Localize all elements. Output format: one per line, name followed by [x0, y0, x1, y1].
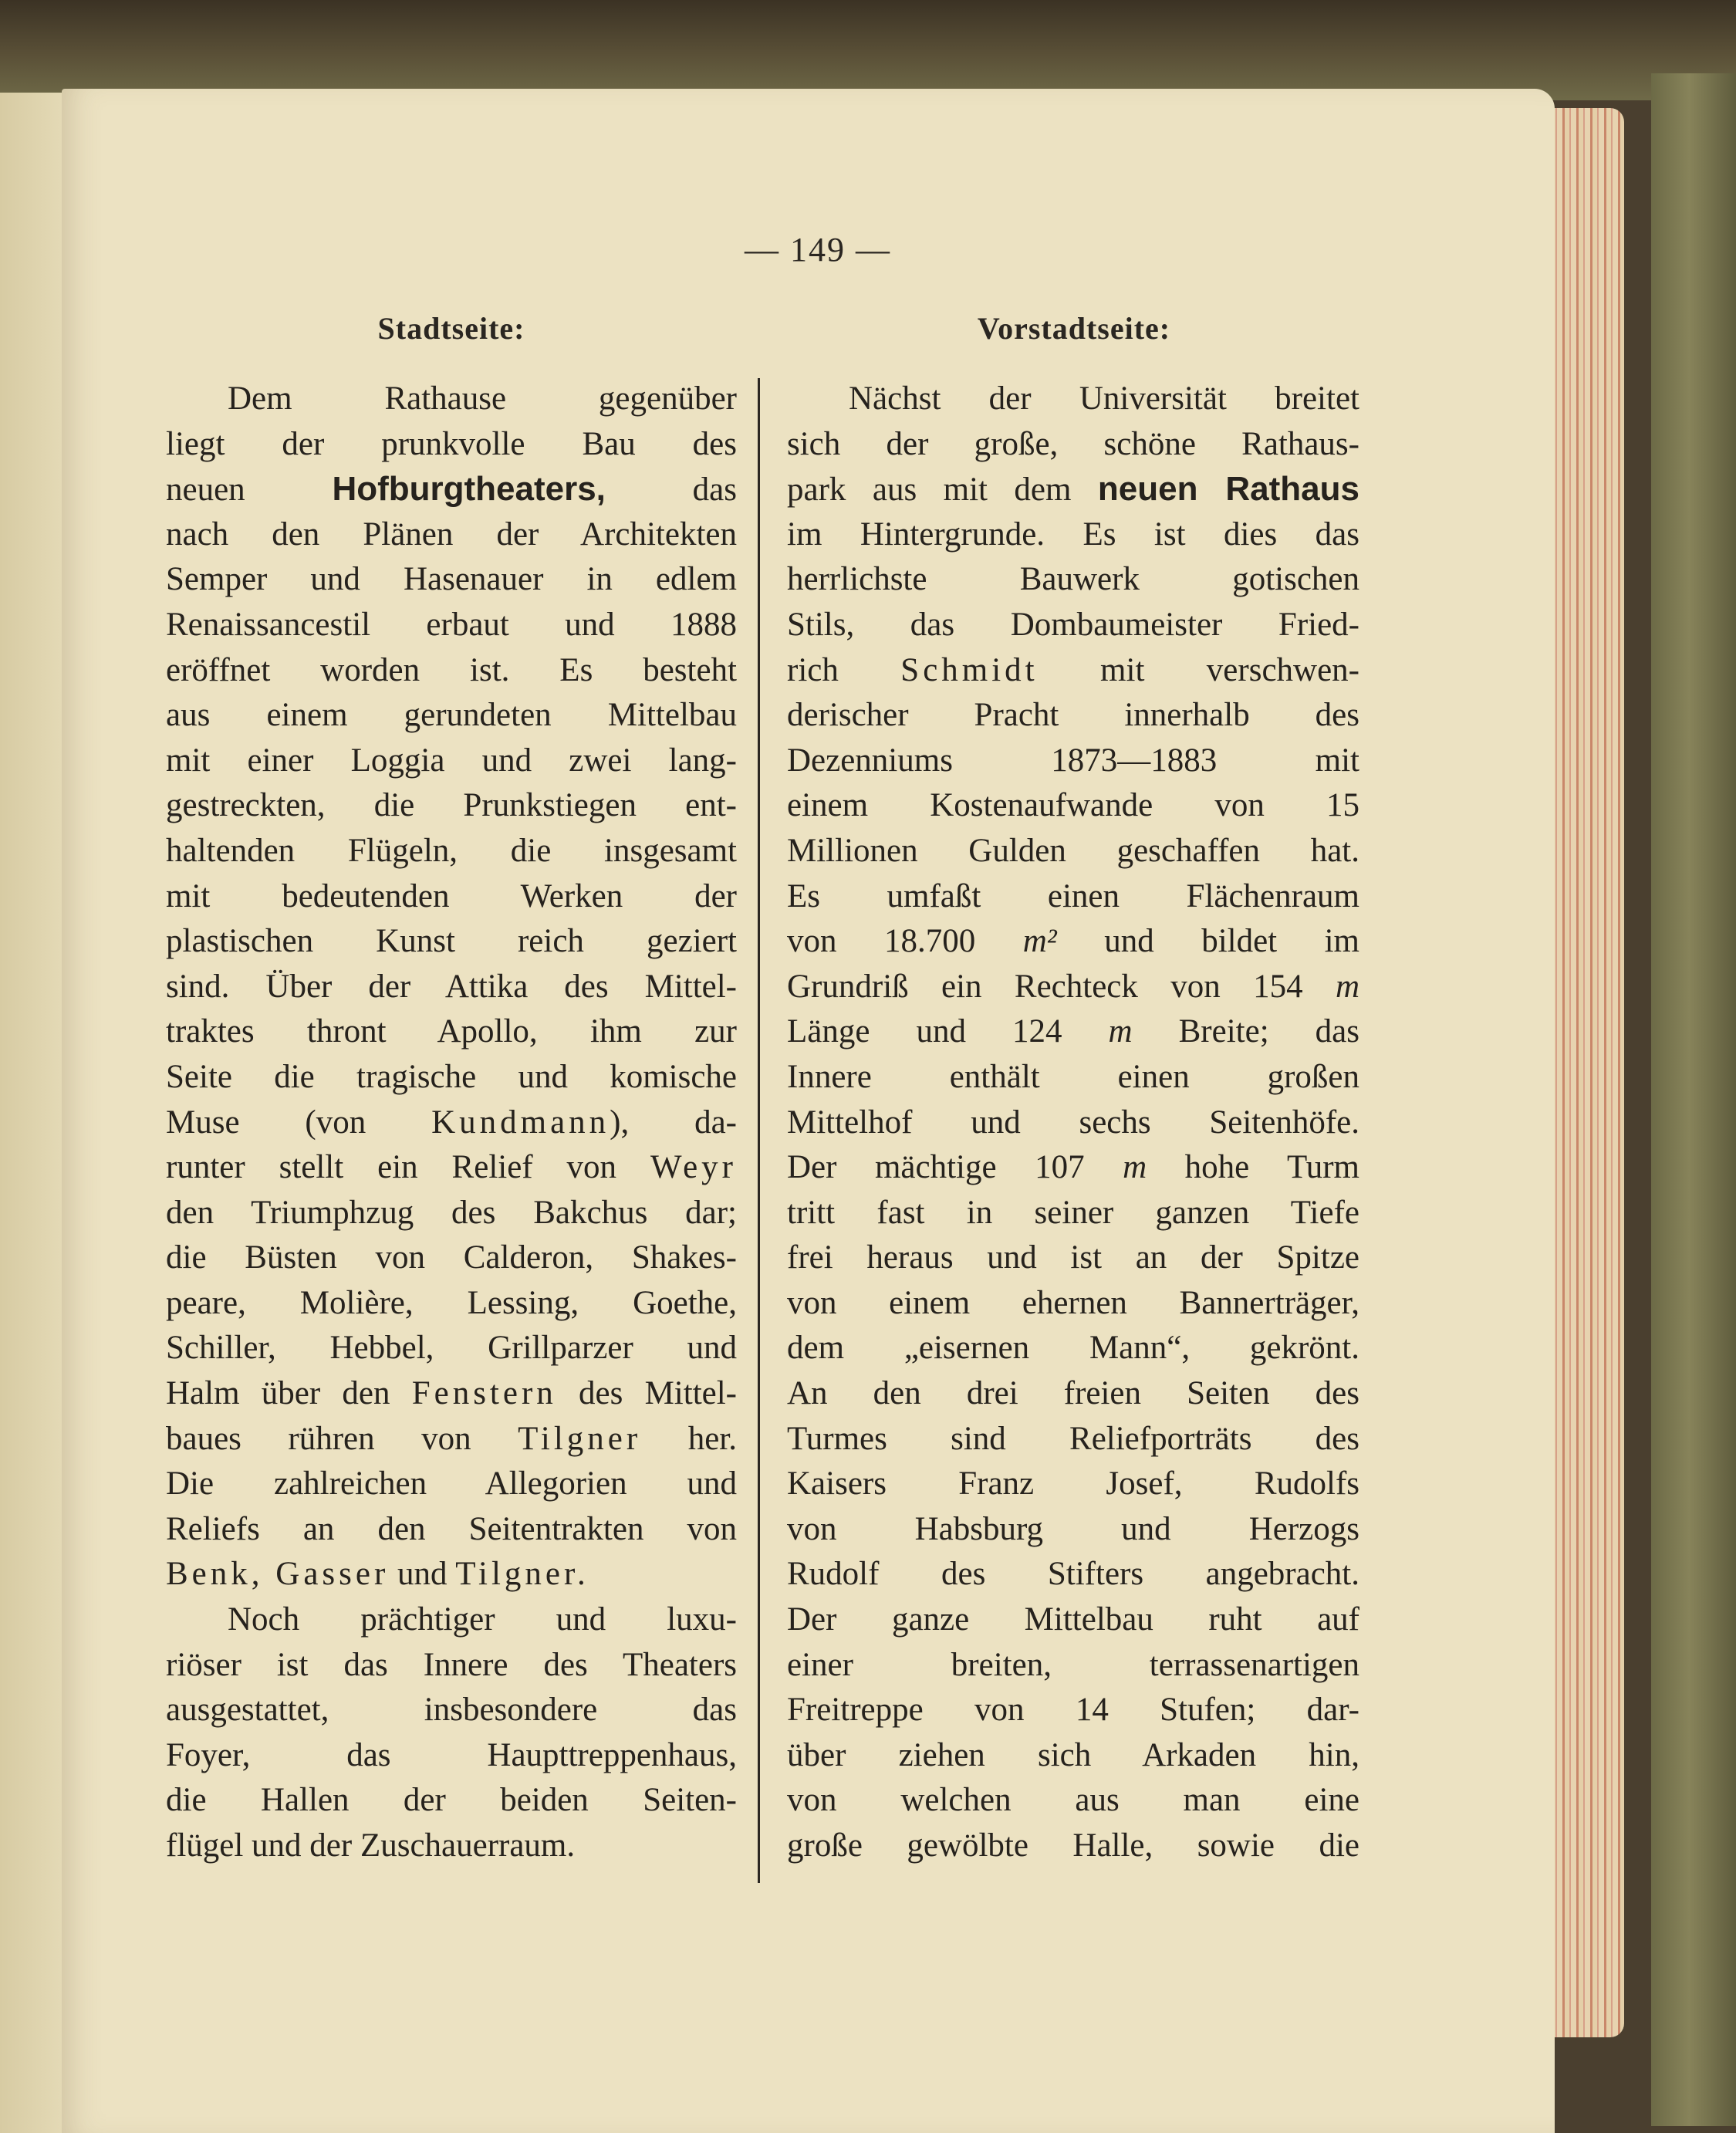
text-span: Benk, Gasser — [166, 1556, 390, 1593]
text-span: von welchen aus man eine — [787, 1782, 1359, 1819]
text-line — [787, 1236, 1359, 1281]
text-span: Die zahlreichen Allegorien und — [166, 1465, 737, 1503]
text-line — [166, 1055, 737, 1100]
text-line — [787, 1417, 1359, 1462]
text-span: neuen — [166, 472, 333, 509]
text-line — [787, 1778, 1359, 1824]
text-span: Dezenniums 1873—1883 mit — [787, 742, 1359, 779]
text-line — [166, 1778, 737, 1824]
text-line — [166, 1733, 737, 1779]
text-line — [166, 512, 737, 558]
text-span: und bildet im — [1056, 923, 1360, 960]
text-line — [166, 1326, 737, 1371]
text-span: m — [1123, 1149, 1147, 1186]
text-line — [787, 1643, 1359, 1688]
text-span: peare, Molière, Lessing, Goethe, — [166, 1284, 737, 1321]
text-line — [166, 1009, 737, 1055]
text-line — [787, 1507, 1359, 1553]
text-line — [787, 648, 1359, 694]
text-line — [166, 648, 737, 694]
text-span: Halm über den — [166, 1375, 412, 1412]
text-line — [166, 965, 737, 1010]
text-span: hohe Turm — [1147, 1149, 1359, 1186]
text-span: Fenstern — [411, 1375, 557, 1412]
text-span: Stils, das Dombaumeister Fried- — [787, 606, 1359, 643]
text-span: rich — [787, 651, 901, 688]
text-span: Kundmann — [431, 1104, 610, 1141]
text-span: Dem Rathause gegenüber — [228, 380, 737, 417]
text-line — [787, 467, 1359, 512]
text-line — [166, 874, 737, 920]
text-span: Tilgner — [518, 1420, 642, 1457]
text-span: tritt fast in seiner ganzen Tiefe — [787, 1194, 1359, 1231]
text-span: einer breiten, terrassenartigen — [787, 1646, 1359, 1683]
text-line — [166, 1643, 737, 1688]
text-span: Länge und 124 — [787, 1013, 1109, 1050]
text-span: von 18.700 — [787, 923, 1023, 960]
text-span: große gewölbte Halle, sowie die — [787, 1827, 1359, 1864]
text-span: m² — [1022, 923, 1057, 960]
text-line — [166, 467, 737, 512]
text-span: Der ganze Mittelbau ruht auf — [787, 1601, 1359, 1638]
text-span: plastischen Kunst reich geziert — [166, 923, 737, 960]
text-span: Noch prächtiger und luxu- — [228, 1601, 737, 1638]
text-line — [166, 1100, 737, 1146]
text-line — [787, 603, 1359, 648]
text-line — [787, 1145, 1359, 1191]
text-span: derischer Pracht innerhalb des — [787, 697, 1359, 734]
text-span: traktes thront Apollo, ihm zur — [166, 1013, 737, 1050]
text-line — [787, 783, 1359, 829]
text-span: nach den Plänen der Architekten — [166, 516, 737, 553]
text-span: von Habsburg und Herzogs — [787, 1510, 1359, 1547]
text-line — [166, 1552, 737, 1597]
text-line — [787, 1552, 1359, 1597]
text-span: Millionen Gulden geschaffen hat. — [787, 832, 1359, 869]
text-line — [787, 739, 1359, 784]
text-span: mit einer Loggia und zwei lang- — [166, 742, 737, 779]
text-line — [787, 965, 1359, 1010]
text-line — [787, 1191, 1359, 1236]
text-span: haltenden Flügeln, die insgesamt — [166, 832, 737, 869]
text-span: sind. Über der Attika des Mittel- — [166, 968, 737, 1005]
text-line — [787, 1009, 1359, 1055]
text-line — [787, 1281, 1359, 1327]
text-line — [787, 512, 1359, 558]
text-span: den Triumphzug des Bakchus dar; — [166, 1194, 737, 1231]
text-span: Freitreppe von 14 Stufen; dar- — [787, 1692, 1359, 1729]
text-span: einem Kostenaufwande von 15 — [787, 787, 1359, 824]
book-cover-spine-edge — [1651, 73, 1736, 2126]
text-line — [166, 1597, 737, 1643]
text-line — [166, 739, 737, 784]
left-column-text — [166, 377, 737, 1869]
text-span: die Büsten von Calderon, Shakes- — [166, 1239, 737, 1276]
text-line — [166, 422, 737, 468]
text-line — [166, 1824, 737, 1869]
text-span: Renaissancestil erbaut und 1888 — [166, 606, 737, 643]
text-span: von einem ehernen Bannerträger, — [787, 1284, 1359, 1321]
book-cover-top — [0, 0, 1736, 100]
page-block-edges — [1543, 108, 1624, 2037]
text-span: park aus mit dem — [787, 472, 1098, 509]
text-span: mit verschwen- — [1038, 651, 1359, 688]
text-line — [787, 1824, 1359, 1869]
text-span: Reliefs an den Seitentrakten von — [166, 1510, 737, 1547]
right-column-heading: Vorstadtseite: — [977, 311, 1171, 346]
text-span: über ziehen sich Arkaden hin, — [787, 1736, 1359, 1773]
text-span: her. — [641, 1420, 737, 1457]
text-line — [787, 1371, 1359, 1417]
text-line — [166, 377, 737, 422]
text-line — [166, 557, 737, 603]
text-span: Schiller, Hebbel, Grillparzer und — [166, 1330, 737, 1367]
text-line — [787, 557, 1359, 603]
text-span: sich der große, schöne Rathaus- — [787, 425, 1359, 462]
text-span: baues rühren von — [166, 1420, 518, 1457]
text-span: Semper und Hasenauer in edlem — [166, 561, 737, 598]
text-line — [787, 919, 1359, 965]
text-span: frei heraus und ist an der Spitze — [787, 1239, 1359, 1276]
right-column-text — [787, 377, 1359, 1869]
text-span: Innere enthält einen großen — [787, 1058, 1359, 1095]
emphasized-term: Hofburgtheaters, — [332, 470, 606, 509]
text-span: Muse (von — [166, 1104, 432, 1141]
text-span: riöser ist das Innere des Theaters — [166, 1646, 737, 1683]
column-divider — [758, 378, 760, 1883]
text-span: An den drei freien Seiten des — [787, 1375, 1359, 1412]
text-line — [166, 1236, 737, 1281]
text-span: Schmidt — [900, 651, 1039, 688]
text-span: Nächst der Universität breitet — [849, 380, 1359, 417]
text-span: Seite die tragische und komische — [166, 1058, 737, 1095]
text-span: gestreckten, die Prunkstiegen ent- — [166, 787, 737, 824]
text-span: aus einem gerundeten Mittelbau — [166, 697, 737, 734]
text-span: Grundriß ein Rechteck von 154 — [787, 968, 1336, 1005]
text-line — [166, 1417, 737, 1462]
text-line — [787, 1597, 1359, 1643]
text-line — [787, 422, 1359, 468]
text-line — [787, 377, 1359, 422]
text-span: ausgestattet, insbesondere das — [166, 1692, 737, 1729]
text-span: herrlichste Bauwerk gotischen — [787, 561, 1359, 598]
text-line — [166, 1371, 737, 1417]
text-line — [166, 603, 737, 648]
text-span: Kaisers Franz Josef, Rudolfs — [787, 1465, 1359, 1503]
text-span: liegt der prunkvolle Bau des — [166, 425, 737, 462]
text-span: Es umfaßt einen Flächenraum — [787, 877, 1359, 914]
text-line — [166, 693, 737, 739]
text-span: das — [605, 472, 737, 509]
text-span: Weyr — [650, 1149, 737, 1186]
text-line — [787, 1688, 1359, 1733]
text-line — [787, 1462, 1359, 1507]
text-line — [166, 1191, 737, 1236]
text-line — [787, 693, 1359, 739]
text-line — [166, 919, 737, 965]
text-span: die Hallen der beiden Seiten- — [166, 1782, 737, 1819]
text-span: Mittelhof und sechs Seitenhöfe. — [787, 1104, 1359, 1141]
text-span: runter stellt ein Relief von — [166, 1149, 650, 1186]
text-span: Der mächtige 107 — [787, 1149, 1123, 1186]
text-span: dem „eisernen Mann“, gekrönt. — [787, 1330, 1359, 1367]
text-line — [166, 1281, 737, 1327]
text-line — [166, 1688, 737, 1733]
text-span: Tilgner. — [455, 1556, 589, 1593]
text-span: m — [1335, 968, 1359, 1005]
text-line — [166, 1462, 737, 1507]
text-span: mit bedeutenden Werken der — [166, 877, 737, 914]
text-span: Foyer, das Haupttreppenhaus, — [166, 1736, 737, 1773]
text-line — [787, 1326, 1359, 1371]
text-line — [787, 829, 1359, 874]
text-line — [787, 874, 1359, 920]
text-span: Rudolf des Stifters angebracht. — [787, 1556, 1359, 1593]
text-span: Breite; das — [1132, 1013, 1359, 1050]
left-column-heading: Stadtseite: — [377, 311, 525, 346]
text-span: eröffnet worden ist. Es besteht — [166, 651, 737, 688]
text-line — [166, 783, 737, 829]
text-span: flügel und der Zuschauerraum. — [166, 1827, 576, 1864]
text-span: im Hintergrunde. Es ist dies das — [787, 516, 1359, 553]
text-span: Turmes sind Reliefporträts des — [787, 1420, 1359, 1457]
text-line — [166, 1145, 737, 1191]
text-line — [787, 1055, 1359, 1100]
text-span: des Mittel- — [556, 1375, 737, 1412]
text-line — [166, 1507, 737, 1553]
page-number: — 149 — — [745, 231, 891, 269]
text-line — [166, 829, 737, 874]
text-span: ), da- — [610, 1104, 737, 1141]
text-span: m — [1108, 1013, 1133, 1050]
text-line — [787, 1733, 1359, 1779]
emphasized-term: neuen Rathaus — [1097, 470, 1359, 509]
text-line — [787, 1100, 1359, 1146]
text-span: und — [389, 1556, 456, 1593]
